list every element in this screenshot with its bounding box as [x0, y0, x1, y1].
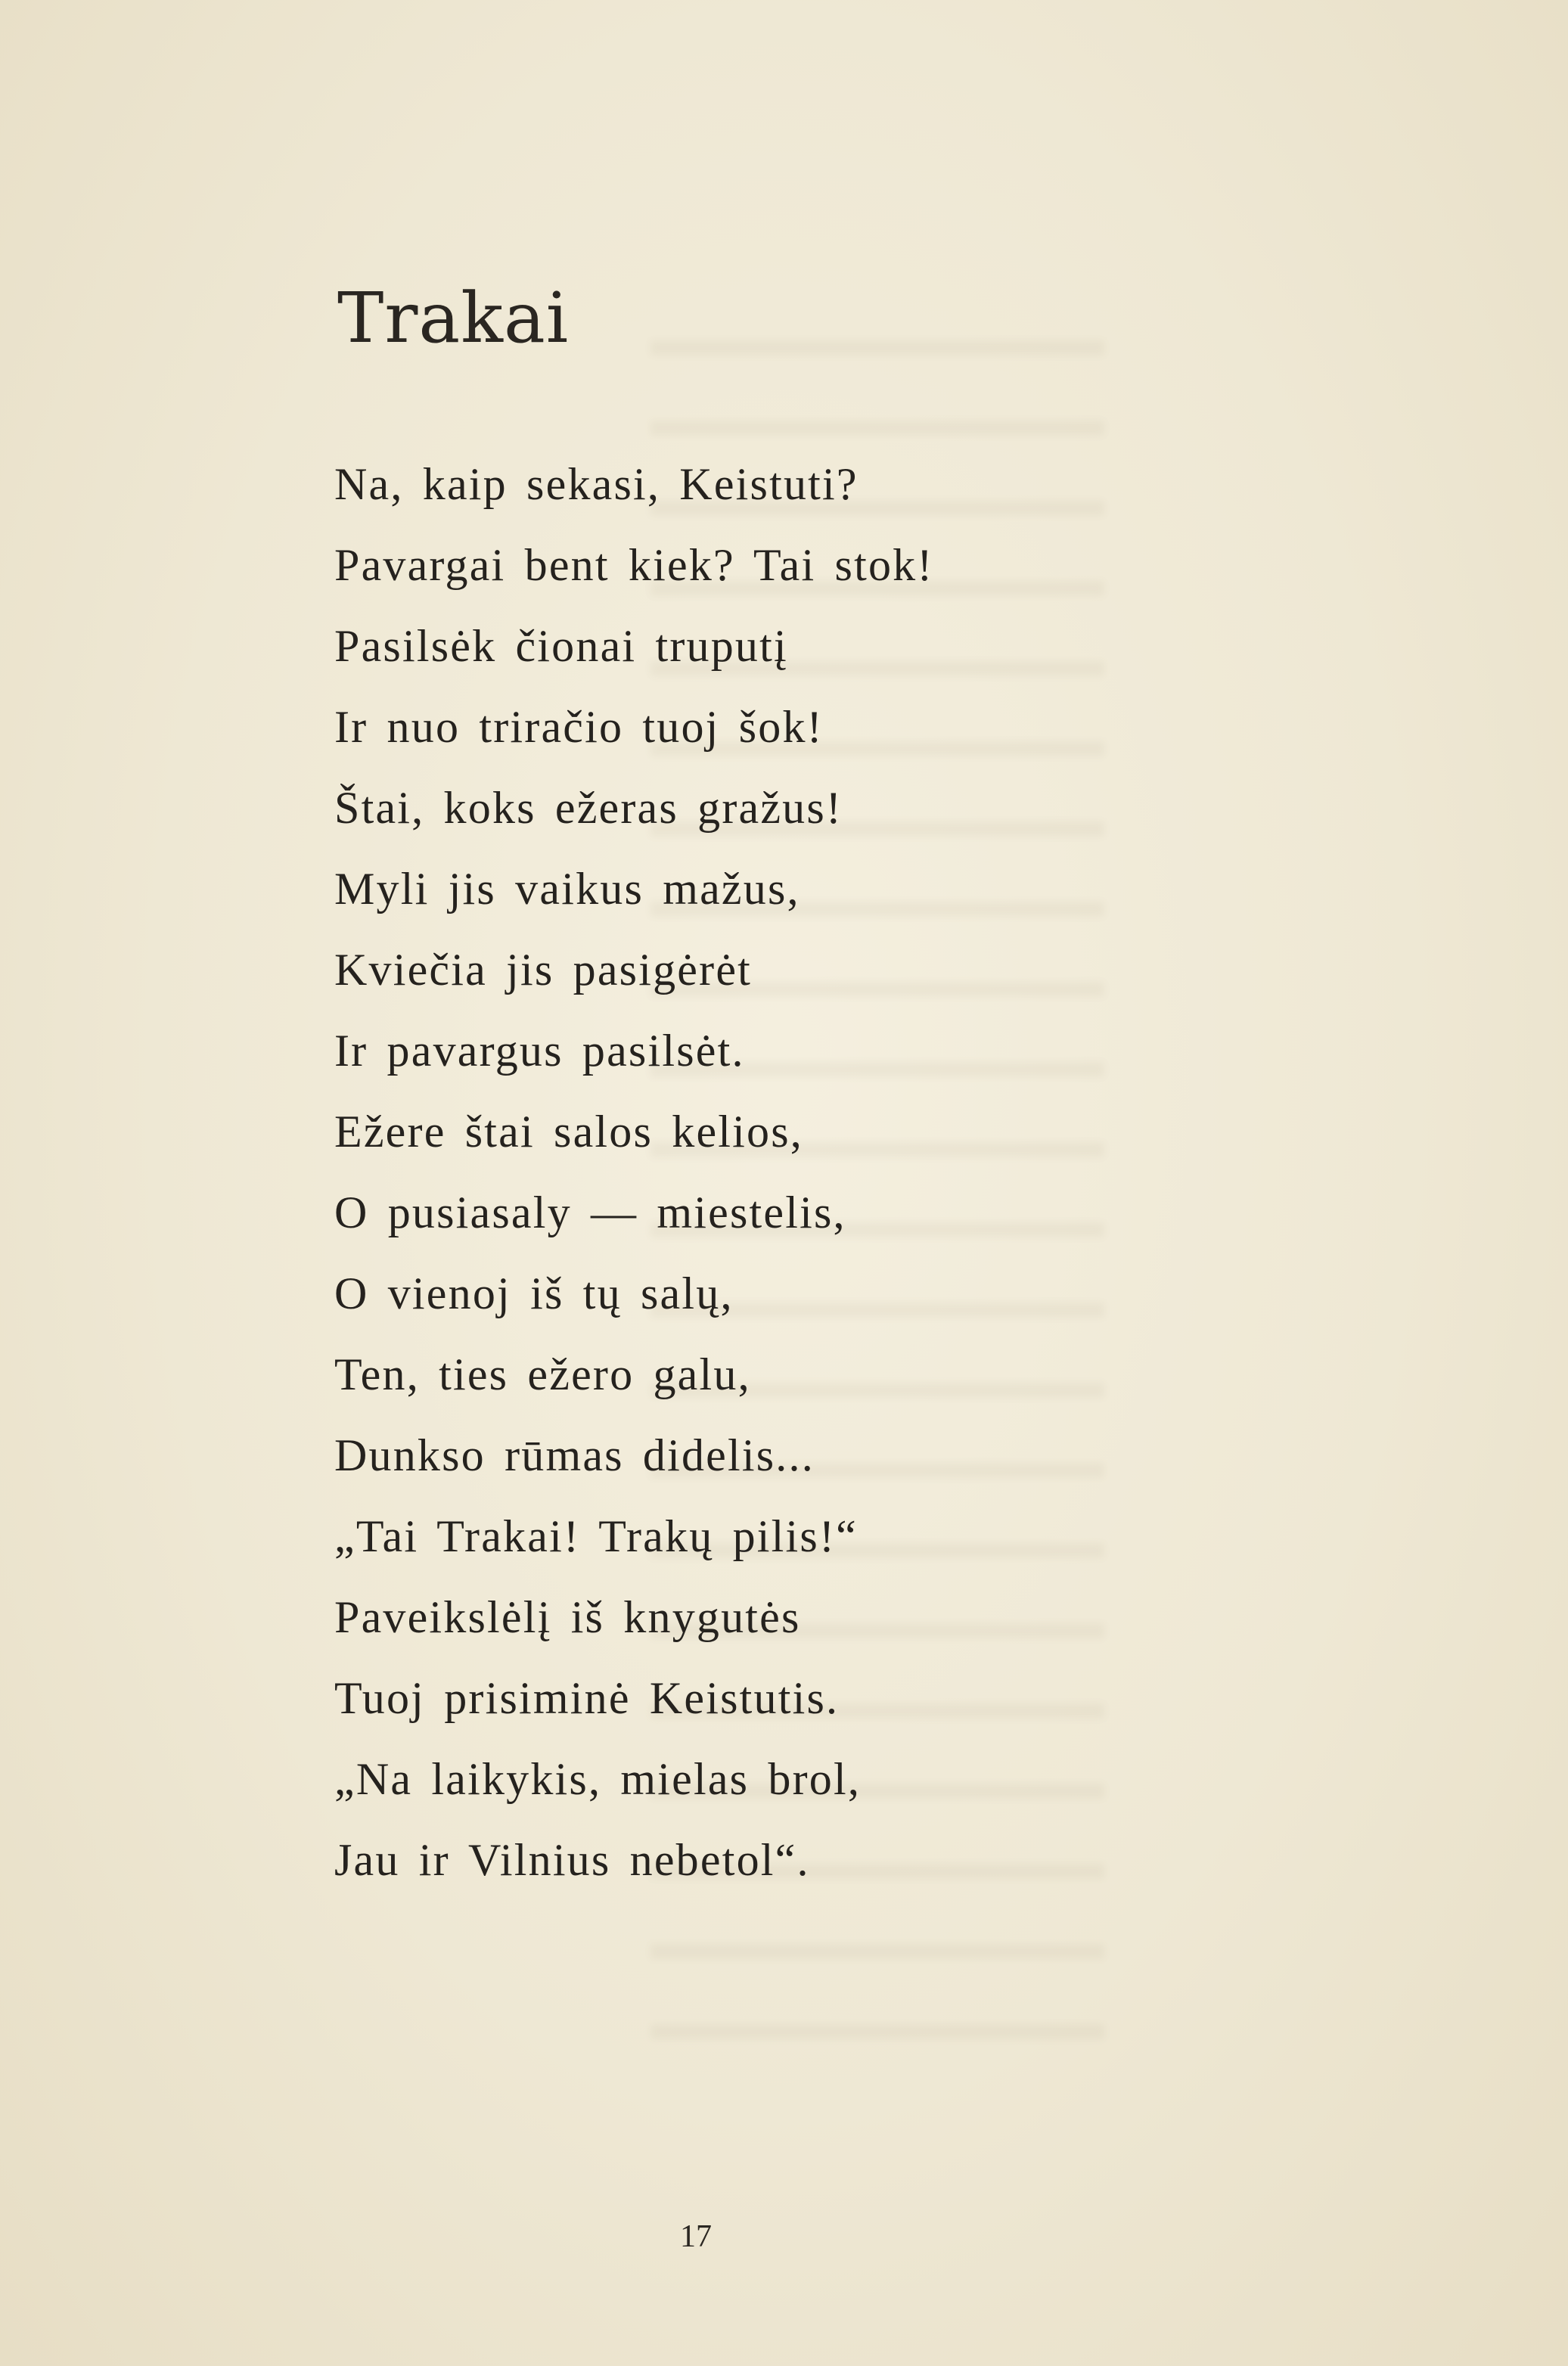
- poem-title: Trakai: [337, 278, 570, 359]
- poem-line: Pavargai bent kiek? Tai stok!: [334, 540, 934, 590]
- poem-line: „Tai Trakai! Trakų pilis!“: [334, 1511, 858, 1561]
- poem-line: Ežere štai salos kelios,: [334, 1107, 803, 1157]
- poem-line: Kviečia jis pasigėrėt: [334, 945, 753, 995]
- poem-line: „Na laikykis, mielas brol,: [334, 1754, 862, 1804]
- poem-line: Jau ir Vilnius nebetol“.: [334, 1835, 810, 1885]
- poem-line: Štai, koks ežeras gražus!: [334, 783, 843, 833]
- poem-line: Myli jis vaikus mažus,: [334, 864, 800, 914]
- poem-line: Ten, ties ežero galu,: [334, 1349, 751, 1399]
- poem-line: Na, kaip sekasi, Keistuti?: [334, 459, 859, 509]
- poem-line: O pusiasaly — miestelis,: [334, 1188, 846, 1237]
- poem-line: O vienoj iš tų salų,: [334, 1268, 734, 1318]
- poem-line: Pasilsėk čionai truputį: [334, 621, 788, 671]
- poem-line: Ir nuo triračio tuoj šok!: [334, 702, 824, 752]
- poem-line: Paveikslėlį iš knygutės: [334, 1592, 801, 1642]
- page-number: 17: [680, 2219, 712, 2254]
- poem-body: [334, 448, 934, 1905]
- poem-line: Tuoj prisiminė Keistutis.: [334, 1673, 840, 1723]
- poem-line: Ir pavargus pasilsėt.: [334, 1026, 745, 1076]
- poem-line: Dunkso rūmas didelis...: [334, 1430, 815, 1480]
